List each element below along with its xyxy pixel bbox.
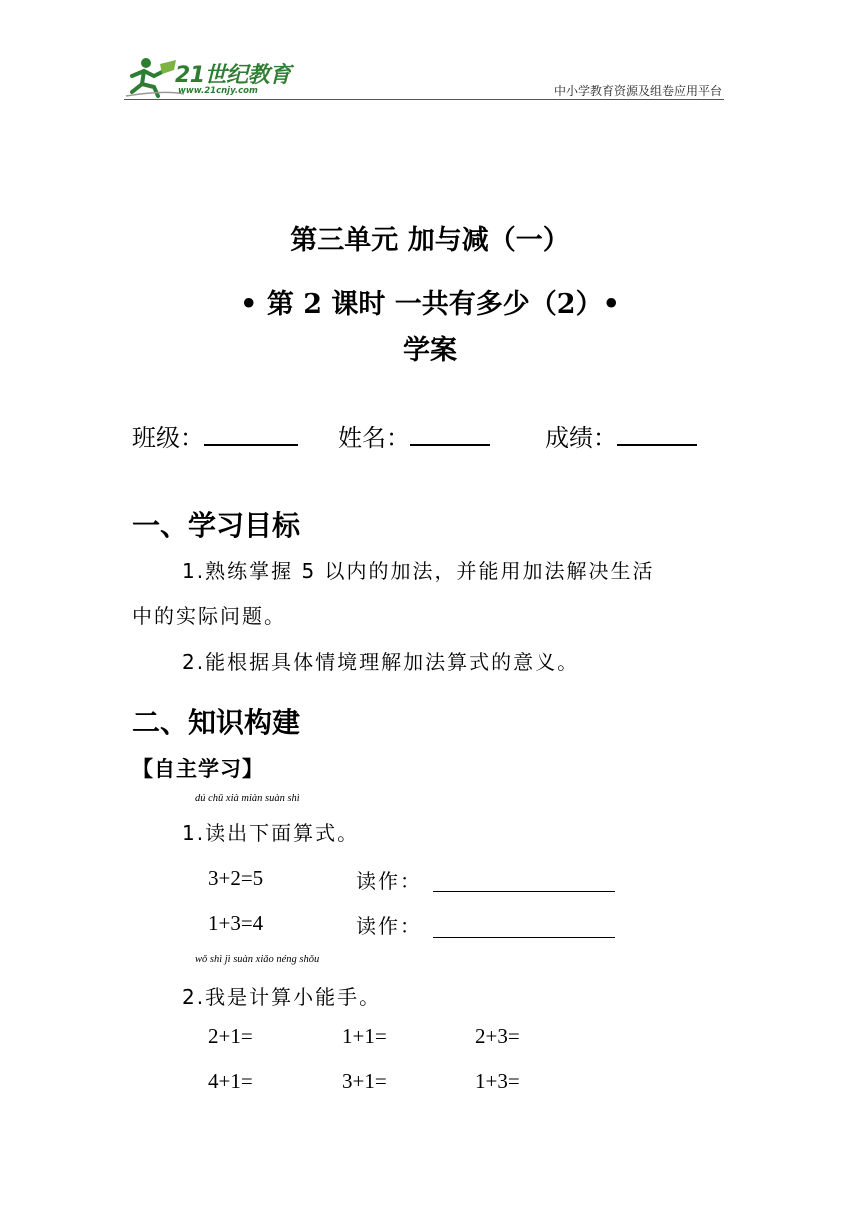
score-blank[interactable] xyxy=(617,422,697,446)
section-heading-knowledge: 二、知识构建 xyxy=(132,706,301,739)
name-label: 姓名： xyxy=(338,424,410,452)
read-as-label-2: 读作： xyxy=(356,914,422,938)
read-as-label-1: 读作： xyxy=(356,869,422,893)
equation-2: 1+3=4 xyxy=(208,911,264,935)
platform-name: 中小学教育资源及组卷应用平台 xyxy=(553,84,722,98)
calc-item: 2+3= xyxy=(475,1024,520,1048)
equation-1: 3+2=5 xyxy=(208,866,264,890)
question-2-pinyin: wǒ shì jì suàn xiǎo néng shǒu xyxy=(195,954,320,965)
calc-item: 4+1= xyxy=(208,1069,253,1093)
class-field xyxy=(132,418,298,453)
document-type: 学案 xyxy=(403,335,457,366)
name-field xyxy=(338,418,490,453)
name-blank[interactable] xyxy=(410,422,490,446)
objective-1-line-1: 1.熟练掌握 5 以内的加法，并能用加法解决生活 xyxy=(182,559,655,583)
logo-text: 21世纪教育 xyxy=(175,63,291,88)
page-title: 第三单元 加与减（一） xyxy=(290,225,570,256)
self-study-heading: 【自主学习】 xyxy=(132,757,264,781)
question-2: 2.我是计算小能手。 xyxy=(182,985,382,1009)
question-1-pinyin: dú chū xià miàn suàn shì xyxy=(195,793,300,804)
question-1: 1.读出下面算式。 xyxy=(182,821,360,845)
calc-item: 3+1= xyxy=(342,1069,387,1093)
answer-line-1[interactable] xyxy=(433,891,615,892)
objective-1-line-2: 中的实际问题。 xyxy=(132,604,286,628)
score-field xyxy=(545,418,697,453)
class-blank[interactable] xyxy=(204,422,298,446)
calc-item: 2+1= xyxy=(208,1024,253,1048)
logo-url: www.21cnjy.com xyxy=(178,86,258,96)
calc-item: 1+1= xyxy=(342,1024,387,1048)
score-label: 成绩： xyxy=(545,424,617,452)
section-heading-objectives: 一、学习目标 xyxy=(132,509,301,542)
objective-2: 2.能根据具体情境理解加法算式的意义。 xyxy=(182,650,580,674)
calc-item: 1+3= xyxy=(475,1069,520,1093)
header-divider xyxy=(124,99,724,100)
answer-line-2[interactable] xyxy=(433,937,615,938)
lesson-title: • 第 2 课时 一共有多少（2）• xyxy=(240,289,620,320)
class-label: 班级： xyxy=(132,424,204,452)
